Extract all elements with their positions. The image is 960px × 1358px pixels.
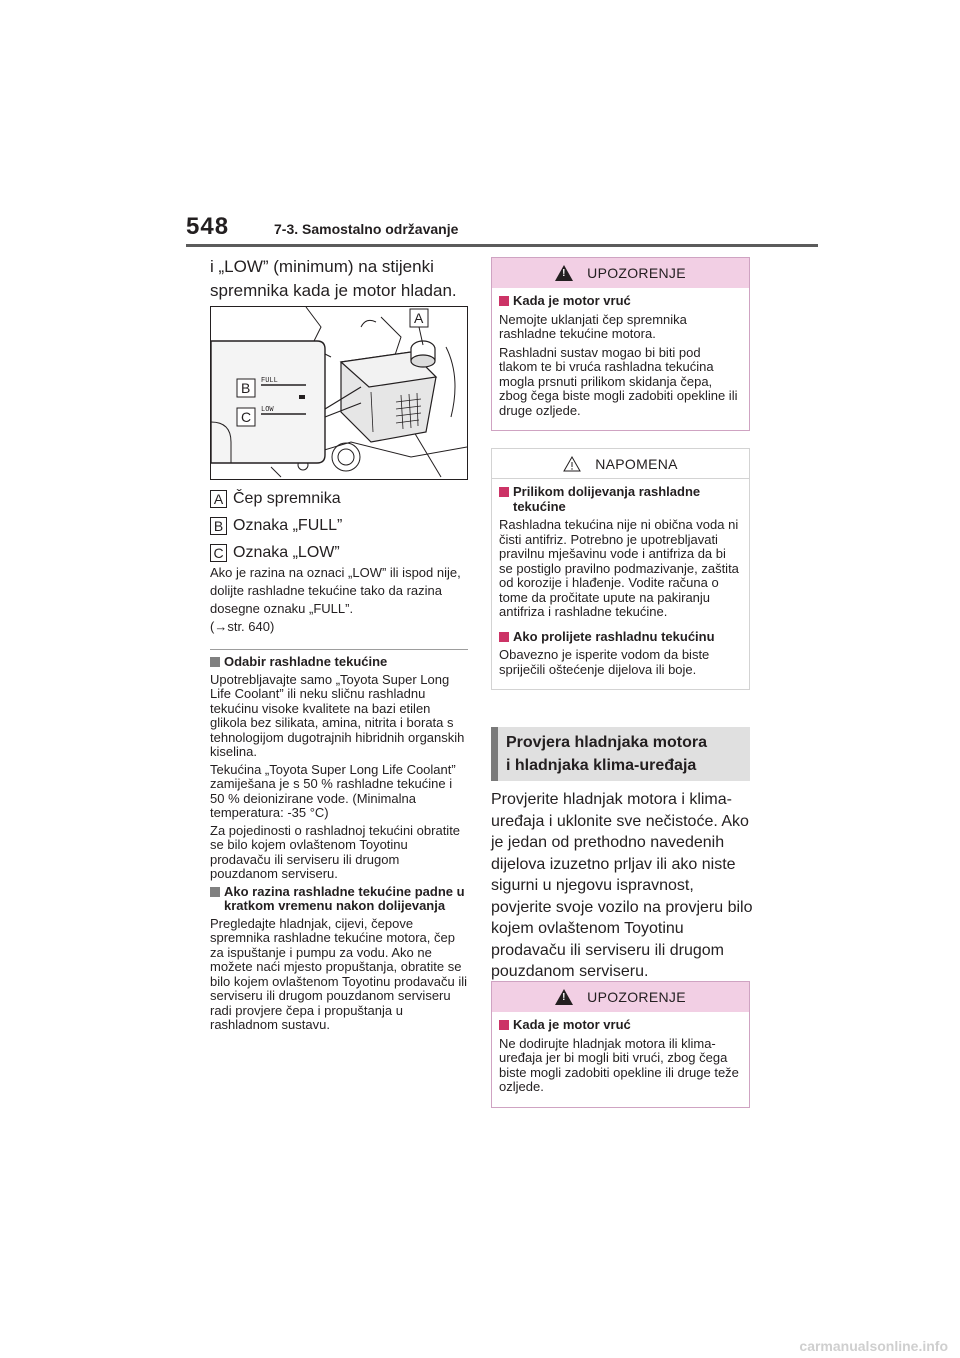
paragraph: Za pojedinosti o rashladnoj tekućini obratite se bilo kojem ovlaštenom Toyotinu prodavaču ili serviseru ili drugom pouzdanom serviseru. — [210, 822, 461, 881]
legend-text: Oznaka „FULL” — [233, 516, 343, 534]
lead-text: i „LOW” (minimum) na stijenki spremnika kada je motor hladan. — [210, 257, 457, 300]
section-heading-line: i hladnjaka klima-uređaja — [506, 757, 697, 774]
subsection-heading: Odabir rashladne tekućine — [210, 655, 468, 670]
warning-body — [492, 1012, 749, 1107]
section-heading-line: Provjera hladnjaka motora — [506, 734, 707, 751]
notice-box — [491, 448, 750, 690]
refill-note-text: Ako je razina na oznaci „LOW” ili ispod nije, dolijte rashladne tekućine tako da razina dosegne oznaku „FULL”. — [210, 565, 461, 616]
radiator-check-text: Provjerite hladnjak motora i klima-uređaja i uklonite sve nečistoće. Ako je jedan od prethodno navedenih dijelova izuzetno prljav ili ako niste sigurni u njegovu ispravnost, povjerite svoje vozilo na provjeru bilo kojem ovlaštenom Toyotinu prodavaču ili serviseru ili drugom pouzdanom serviseru. — [491, 791, 753, 980]
figure-label-c: C — [241, 409, 252, 425]
left-body — [210, 655, 468, 1036]
paragraph: Pregledajte hladnjak, cijevi, čepove spremnika rashladne tekućine motora, čep za ispuštanje i pumpu za vodu. Ako ne možete naći mjesto propuštanja, obratite se bilo kojem ovlaštenom Toyotinu prodavaču ili serviseru ili drugom pouzdanom serviseru radi provjere čepa i propuštanja u rashladnom sustavu. — [210, 915, 468, 1032]
warning-box — [491, 981, 750, 1108]
engine-illustration — [211, 307, 467, 479]
legend-letter: A — [210, 490, 227, 508]
paragraph: Obavezno je isperite vodom da biste spriječili oštećenje dijelova ili boje. — [499, 647, 710, 677]
notice-subtitle: Ako prolijete rashladnu tekućinu — [499, 630, 742, 645]
legend-item — [210, 540, 470, 565]
paragraph: Nemojte uklanjati čep spremnika rashladne tekućine motora. — [499, 311, 687, 341]
warning-header — [492, 258, 749, 288]
square-bullet-icon — [499, 296, 509, 306]
warning-subtitle: Kada je motor vruć — [499, 294, 742, 309]
coolant-reservoir-figure — [210, 306, 468, 480]
warning-header — [492, 982, 749, 1012]
notice-header — [492, 449, 749, 479]
legend-text: Oznaka „LOW” — [233, 543, 340, 561]
figure-label-b: B — [241, 380, 251, 396]
footer-watermark: carmanualsonline.info — [799, 1338, 948, 1354]
subsection-heading: Ako razina rashladne tekućine padne u kratkom vremenu nakon dolijevanja — [210, 885, 468, 914]
paragraph: Rashladna tekućina nije ni obična voda ni čisti antifriz. Potrebno je upotrebljavati pravilnu mješavinu vode i antifriza da bi se postiglo pravilno podmazivanje, zaštita od korozije i hlađenje. Vodite računa o tome da pročitate upute na pakiranju antifriza i rashladne tekućine. — [499, 517, 739, 619]
paragraph: Rashladni sustav mogao bi biti pod tlakom te bi vruća rashladna tekućina mogla prsnuti prilikom skidanja čepa, zbog čega biste mogli zadobiti opekline ili druge ozljede. — [499, 344, 738, 418]
warning-body — [492, 288, 749, 430]
page-reference-link[interactable]: (→str. 640) — [210, 619, 275, 634]
square-bullet-icon — [499, 1020, 509, 1030]
notice-subtitle: Prilikom dolijevanja rashladne tekućine — [499, 485, 742, 514]
square-bullet-icon — [499, 487, 509, 497]
notice-body — [492, 479, 749, 689]
paragraph: Upotrebljavajte samo „Toyota Super Long Life Coolant” ili neku sličnu rashladnu tekućinu visoke kvalitete na bazi etilen glikola bez silikata, amina, nitrita i borata s tehnologijom dugotrajnih hibridnih organskih kiselina. — [210, 671, 465, 759]
page-header — [186, 213, 816, 247]
left-lead-block — [210, 255, 470, 303]
low-mark-label: LOW — [261, 406, 274, 414]
square-bullet-icon — [499, 632, 509, 642]
square-bullet-icon — [210, 657, 220, 667]
warning-title: UPOZORENJE — [587, 265, 686, 281]
full-mark-label: FULL — [261, 377, 278, 385]
warning-subtitle: Kada je motor vruć — [499, 1018, 742, 1033]
notice-triangle-icon — [563, 456, 581, 472]
divider — [210, 649, 468, 650]
paragraph: Ne dodirujte hladnjak motora ili klima-uređaja jer bi mogli biti vrući, zbog čega biste mogli zadobiti opekline ili druge teže ozljede. — [499, 1035, 739, 1094]
legend-item — [210, 513, 470, 538]
square-bullet-icon — [210, 887, 220, 897]
legend-letter: C — [210, 544, 227, 562]
warning-title: UPOZORENJE — [587, 989, 686, 1005]
page-number: 548 — [186, 213, 230, 240]
header-rule — [186, 244, 818, 247]
legend-item — [210, 486, 470, 511]
warning-box — [491, 257, 750, 431]
section-heading — [491, 727, 750, 781]
figure-legend — [210, 486, 470, 567]
legend-letter: B — [210, 517, 227, 535]
legend-text: Čep spremnika — [233, 489, 341, 507]
refill-note — [210, 564, 468, 636]
paragraph: Tekućina „Toyota Super Long Life Coolant” zamiješana je s 50 % rashladne tekućine i 50 % deionizirane vode. (Minimalna temperatura: -35 °C) — [210, 761, 456, 820]
notice-title: NAPOMENA — [595, 455, 678, 472]
warning-triangle-icon — [555, 989, 573, 1005]
warning-triangle-icon — [555, 265, 573, 281]
section-title: 7-3. Samostalno održavanje — [274, 221, 459, 237]
figure-label-a: A — [414, 310, 424, 326]
